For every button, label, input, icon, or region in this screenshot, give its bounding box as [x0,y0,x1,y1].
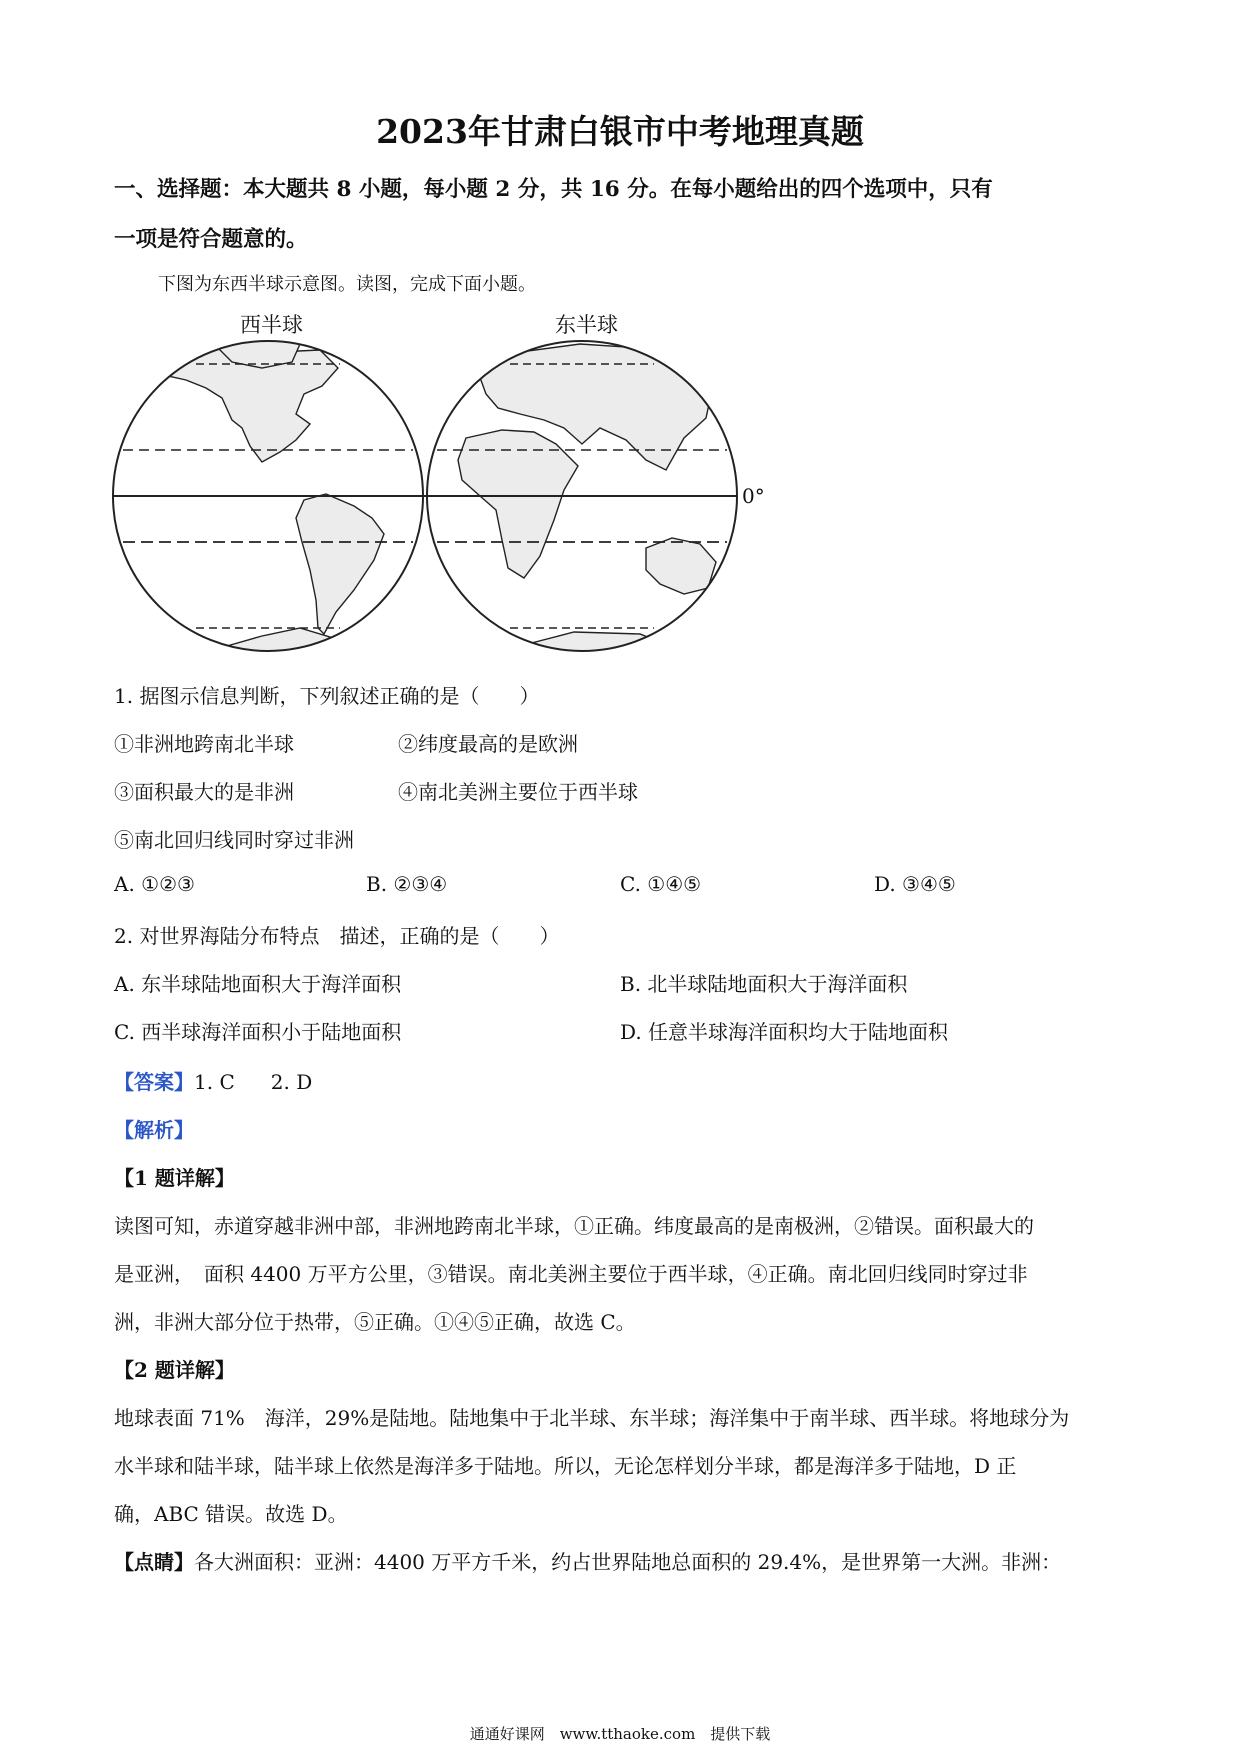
detail1-line: 是亚洲， 面积 4400 万平方公里，③错误。南北美洲主要位于西半球，④正确。南北回归线同时穿过非 [114,1262,1028,1286]
answer-2: 2. D [270,1070,313,1094]
q1-statement: ②纬度最高的是欧洲 [398,732,578,756]
detail1-line: 洲，非洲大部分位于热带，⑤正确。①④⑤正确，故选 C。 [114,1310,636,1334]
footer-source: 通通好课网 www.tthaoke.com 提供下载 [469,1725,771,1743]
section-heading-line2: 一项是符合题意的。 [114,227,308,252]
q2-option-c[interactable]: C. 西半球海洋面积小于陆地面积 [114,1020,402,1044]
q2-option-d[interactable]: D. 任意半球海洋面积均大于陆地面积 [620,1020,949,1044]
q1-statement: ④南北美洲主要位于西半球 [398,780,638,804]
analysis-tag: 【解析】 [114,1118,194,1142]
q2-stem: 2. 对世界海陆分布特点 描述，正确的是（ ） [114,924,560,948]
east-hemisphere-label: 东半球 [555,313,618,337]
tip-line [114,1546,1061,1575]
west-hemisphere-label: 西半球 [240,313,303,337]
q2-option-a[interactable]: A. 东半球陆地面积大于海洋面积 [114,972,402,996]
q1-statement: ⑤南北回归线同时穿过非洲 [114,828,354,852]
section-heading-line1: 一、选择题：本大题共 8 小题，每小题 2 分，共 16 分。在每小题给出的四个选项中，只有 [114,177,993,202]
western-hemisphere [150,338,384,660]
q1-option-d[interactable]: D. ③④⑤ [874,872,956,896]
q1-statement: ③面积最大的是非洲 [114,780,294,804]
figure-intro: 下图为东西半球示意图。读图，完成下面小题。 [158,274,536,295]
answer-1: 1. C [194,1070,235,1094]
q1-stem: 1. 据图示信息判断，下列叙述正确的是（ ） [114,684,540,708]
answer-line [114,1066,312,1095]
africa-landmass [458,430,578,578]
q1-option-a[interactable]: A. ①②③ [114,872,195,896]
tip-tag: 【点睛】 [114,1550,194,1574]
page-title: 2023年甘肃白银市中考地理真题 [376,112,864,151]
detail1-line: 读图可知，赤道穿越非洲中部，非洲地跨南北半球，①正确。纬度最高的是南极洲，②错误。面积最大的 [114,1214,1034,1238]
equator-label: 0° [742,484,765,508]
detail2-line: 确，ABC 错误。故选 D。 [114,1502,348,1526]
q1-option-b[interactable]: B. ②③④ [366,872,448,896]
detail2-line: 地球表面 71% 海洋，29%是陆地。陆地集中于北半球、东半球；海洋集中于南半球、西半球。将地球分为 [114,1406,1070,1430]
q1-statement: ①非洲地跨南北半球 [114,732,294,756]
eastern-hemisphere [458,344,716,660]
detail1-heading: 【1 题详解】 [114,1166,235,1190]
tip-text: 各大洲面积：亚洲：4400 万平方千米，约占世界陆地总面积的 29.4%，是世界第一大洲。非洲： [194,1550,1062,1574]
detail2-line: 水半球和陆半球，陆半球上依然是海洋多于陆地。所以，无论怎样划分半球，都是海洋多于陆地，D 正 [114,1454,1017,1478]
australia-landmass [646,538,716,594]
detail2-heading: 【2 题详解】 [114,1358,235,1382]
q1-option-c[interactable]: C. ①④⑤ [620,872,702,896]
q2-option-b[interactable]: B. 北半球陆地面积大于海洋面积 [620,972,908,996]
hemispheres-figure [0,0,1240,680]
answer-tag: 【答案】 [114,1070,194,1094]
